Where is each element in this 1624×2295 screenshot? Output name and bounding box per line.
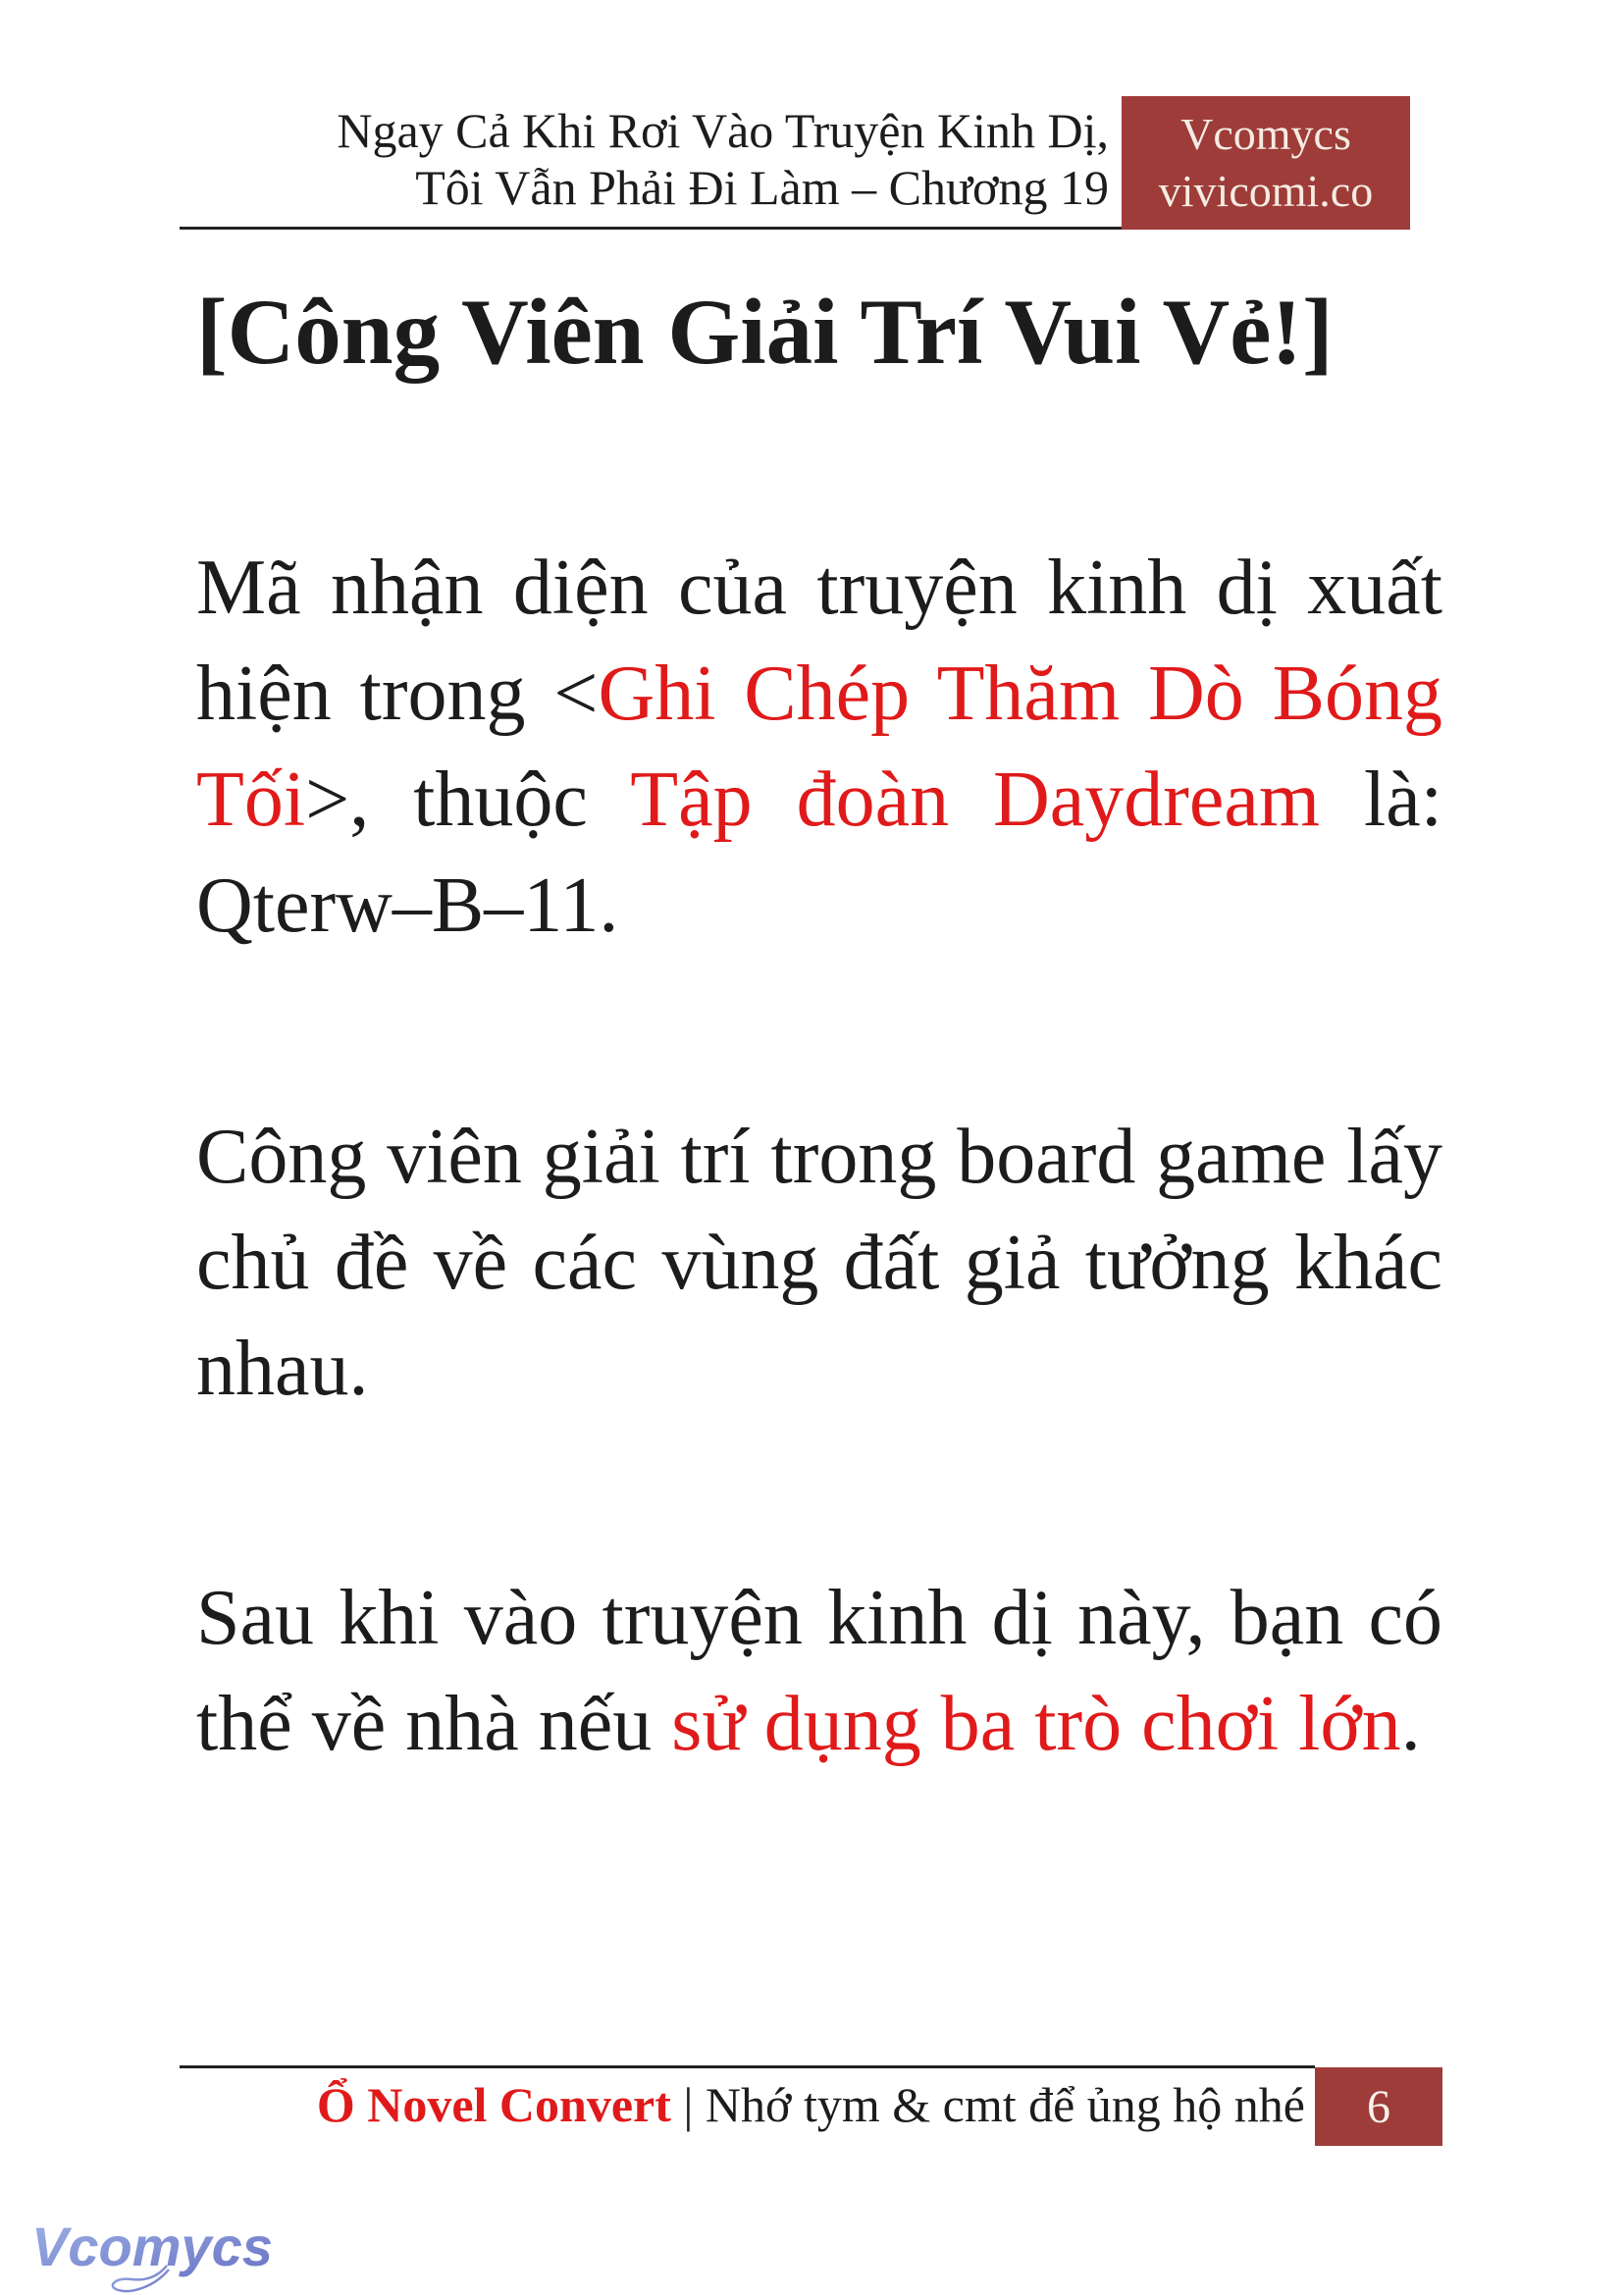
page-number: 6 [1367,2080,1390,2133]
paragraph-3 [196,1565,1442,1777]
watermark-text: Vcomycs [31,2216,273,2277]
text-segment-red: Tập đoàn Daydream [630,756,1321,843]
text-segment-black: . [1400,1681,1421,1767]
series-title-line1: Ngay Cả Khi Rơi Vào Truyện Kinh Dị, [337,103,1109,158]
text-segment-black: Công viên giải trí trong board game lấy chủ đề về các vùng đất giả tưởng khác nhau. [196,1114,1442,1412]
watermark-logo [22,2201,277,2295]
series-title [337,102,1109,216]
text-segment-black: Mã nhận diện của truyện kinh dị xuất hiện trong < [196,545,1442,737]
text-segment-red: Ghi Chép Thăm Dò Bóng Tối [196,651,1443,843]
chapter-heading: [Công Viên Giải Trí Vui Vẻ!] [196,280,1334,384]
series-title-line2: Tôi Vẫn Phải Đi Làm – Chương 19 [415,160,1109,215]
text-segment-black: Sau khi vào truyện kinh dị này, bạn có thể về nhà nếu [196,1575,1442,1767]
paragraph-1 [196,535,1442,959]
text-segment-black: là: Qterw–B–11. [196,756,1442,949]
brand-box [1122,96,1410,230]
paragraph-2 [196,1104,1442,1422]
footer-brand: Ổ Novel Convert [316,2077,671,2132]
footer-credit [317,2077,1305,2132]
text-segment-black: >, thuộc [305,756,631,843]
footer-separator: | [670,2077,706,2132]
page-number-badge [1315,2067,1442,2146]
header-divider [180,227,1122,230]
footer-note: Nhớ tym & cmt để ủng hộ nhé [705,2077,1305,2132]
footer-divider [180,2065,1315,2068]
text-segment-red: sử dụng ba trò chơi lớn [671,1681,1401,1767]
brand-name: Vcomycs [1180,109,1351,159]
brand-site: vivicomi.co [1158,166,1374,216]
